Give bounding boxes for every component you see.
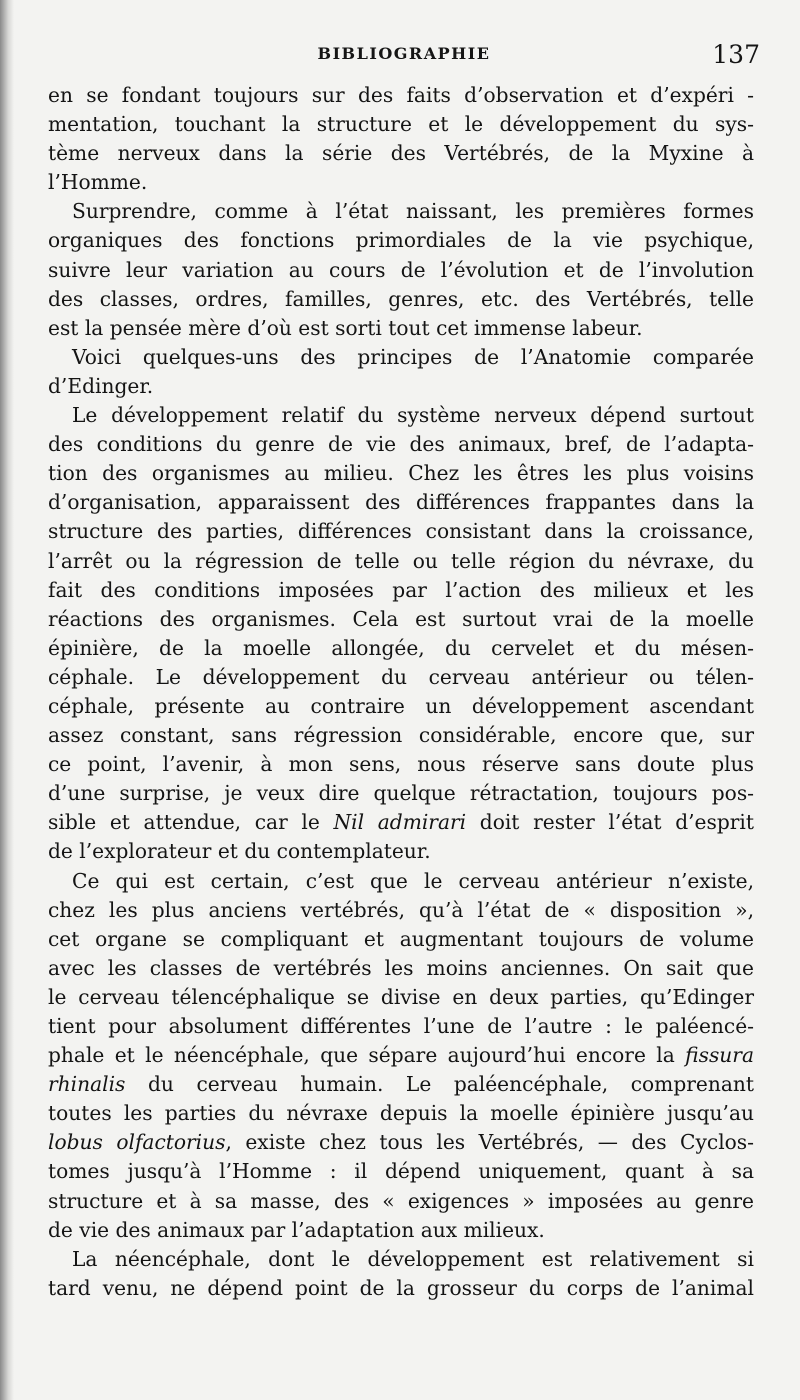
text-line: structure et à sa masse, des « exigences » imposées au genre (48, 1188, 754, 1213)
text-line: fait des conditions imposées par l’action des milieux et les (48, 577, 754, 602)
italic-term: fissura (685, 1043, 754, 1068)
italic-term: Nil admirari (333, 810, 467, 835)
text-line (48, 1070, 754, 1099)
text-line: tomes jusqu’à l’Homme : il dépend uniquement, quant à sa (48, 1159, 754, 1184)
text-line: Voici quelques-uns des principes de l’Anatomie comparée (72, 344, 754, 369)
text-fragment: , existe chez tous les Vertébrés, — des Cyclos- (225, 1130, 754, 1155)
text-line: chez les plus anciens vertébrés, qu’à l’état de « disposition », (48, 897, 754, 922)
text-line: Le développement relatif du système nerveux dépend surtout (72, 403, 754, 428)
text-line: tion des organismes au milieu. Chez les êtres les plus voisins (48, 461, 754, 486)
text-line: suivre leur variation au cours de l’évolution et de l’involution (48, 257, 754, 282)
text-line: toutes les parties du névraxe depuis la moelle épinière jusqu’au (48, 1101, 754, 1126)
text-line: structure des parties, différences consistant dans la croissance, (48, 519, 754, 544)
text-line: en se fondant toujours sur des faits d’observation et d’expéri - (48, 83, 754, 107)
text-line: réactions des organismes. Cela est surtout vrai de la moelle (48, 606, 754, 631)
text-line: ce point, l’avenir, à mon sens, nous réserve sans doute plus (48, 752, 754, 777)
text-line: d’organisation, apparaissent des différences frappantes dans la (48, 490, 754, 515)
text-line: céphale. Le développement du cerveau antérieur ou télen- (48, 664, 754, 689)
text-line: de vie des animaux par l’adaptation aux milieux. (48, 1217, 545, 1242)
text-line: des classes, ordres, familles, genres, etc. des Vertébrés, telle (48, 286, 754, 311)
text-line (48, 808, 754, 837)
body-text (48, 81, 754, 1303)
text-line: assez constant, sans régression considérable, encore que, sur (48, 723, 754, 748)
text-line: organiques des fonctions primordiales de la vie psychique, (48, 228, 754, 253)
text-line: des conditions du genre de vie des animaux, bref, de l’adapta- (48, 432, 754, 457)
text-line: tème nerveux dans la série des Vertébrés, de la Myxine à (48, 141, 754, 166)
text-line: de l’explorateur et du contemplateur. (48, 839, 431, 864)
text-fragment: sible et attendue, car le (48, 810, 334, 835)
text-line: avec les classes de vertébrés les moins anciennes. On sait que (48, 955, 754, 980)
text-line: épinière, de la moelle allongée, du cervelet et du mésen- (48, 635, 754, 660)
text-line: mentation, touchant la structure et le développement du sys- (48, 112, 754, 137)
text-line: tient pour absolument différentes l’une de l’autre : le paléencé- (48, 1014, 754, 1038)
italic-term: rhinalis (48, 1072, 126, 1097)
text-line: cet organe se compliquant et augmentant toujours de volume (48, 926, 754, 951)
page-number: 137 (712, 40, 760, 69)
text-line: La néencéphale, dont le développement est relativement si (72, 1246, 754, 1271)
text-line: d’une surprise, je veux dire quelque rétractation, toujours pos- (48, 781, 754, 806)
text-fragment: phale et le néencéphale, que sépare aujourd’hui encore la (48, 1043, 686, 1068)
text-line: Ce qui est certain, c’est que le cerveau antérieur n’existe, (72, 868, 754, 893)
italic-term: lobus olfactorius (48, 1130, 226, 1155)
running-head (48, 40, 760, 70)
text-line: tard venu, ne dépend point de la grosseur du corps de l’animal (48, 1275, 754, 1300)
text-line: Surprendre, comme à l’état naissant, les premières formes (72, 199, 754, 224)
text-line: céphale, présente au contraire un développement ascendant (48, 693, 754, 718)
text-line: le cerveau télencéphalique se divise en deux parties, qu’Edinger (48, 984, 754, 1009)
text-line: d’Edinger. (48, 373, 154, 398)
text-line: est la pensée mère d’où est sorti tout cet immense labeur. (48, 315, 643, 340)
text-line (48, 1128, 754, 1157)
text-line (48, 1041, 754, 1070)
page-edge-shadow (0, 0, 14, 1400)
text-fragment: du cerveau humain. Le paléencéphale, comprenant (125, 1072, 754, 1097)
text-fragment: doit rester l’état d’esprit (466, 810, 754, 835)
text-line: l’Homme. (48, 170, 148, 195)
text-line: l’arrêt ou la régression de telle ou telle région du névraxe, du (48, 548, 754, 573)
running-title: BIBLIOGRAPHIE (317, 44, 491, 63)
